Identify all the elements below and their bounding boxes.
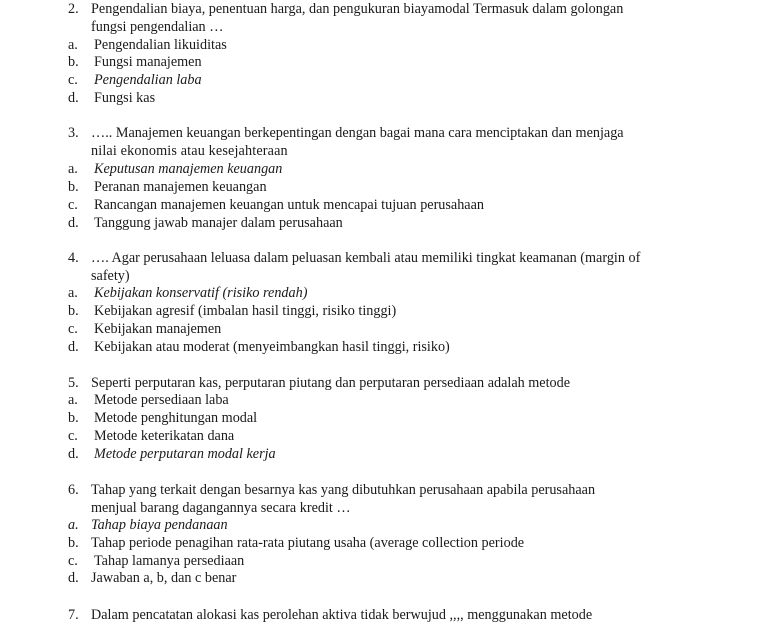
question-text-line bbox=[0, 267, 768, 285]
option-letter: c. bbox=[68, 428, 78, 444]
option-text: Fungsi manajemen bbox=[94, 54, 202, 70]
option-c bbox=[0, 71, 768, 89]
question-text-line bbox=[0, 18, 768, 36]
option-a bbox=[0, 516, 768, 534]
option-text: Metode perputaran modal kerja bbox=[94, 446, 276, 462]
option-b bbox=[0, 178, 768, 196]
question-text: …. Agar perusahaan leluasa dalam peluasan kembali atau memiliki tingkat keamanan (margin of bbox=[91, 250, 641, 266]
option-letter: a. bbox=[68, 161, 78, 177]
option-b bbox=[0, 302, 768, 320]
option-letter: c. bbox=[68, 553, 78, 569]
option-text: Pengendalian likuiditas bbox=[94, 37, 227, 53]
option-text: Keputusan manajemen keuangan bbox=[94, 161, 283, 177]
question-2 bbox=[0, 0, 768, 18]
option-b bbox=[0, 53, 768, 71]
question-text: Dalam pencatatan alokasi kas perolehan aktiva tidak berwujud ,,,, menggunakan metode bbox=[91, 607, 593, 623]
option-text: Tahap periode penagihan rata-rata piutang usaha (average collection periode bbox=[91, 535, 525, 551]
option-letter: b. bbox=[68, 179, 79, 195]
option-text: Pengendalian laba bbox=[94, 72, 202, 88]
question-number: 4. bbox=[68, 250, 79, 266]
option-b bbox=[0, 409, 768, 427]
option-letter: d. bbox=[68, 446, 79, 462]
option-d bbox=[0, 338, 768, 356]
question-text: nilai ekonomis atau kesejahteraan bbox=[91, 143, 288, 159]
option-letter: d. bbox=[68, 215, 79, 231]
option-d bbox=[0, 569, 768, 587]
option-text: Tahap biaya pendanaan bbox=[91, 517, 228, 533]
option-c bbox=[0, 320, 768, 338]
option-text: Tanggung jawab manajer dalam perusahaan bbox=[94, 215, 343, 231]
option-letter: b. bbox=[68, 535, 79, 551]
question-text: ….. Manajemen keuangan berkepentingan dengan bagai mana cara menciptakan dan menjaga bbox=[91, 125, 624, 141]
option-text: Kebijakan manajemen bbox=[94, 321, 222, 337]
option-c bbox=[0, 552, 768, 570]
question-number: 7. bbox=[68, 607, 79, 623]
option-text: Rancangan manajemen keuangan untuk mencapai tujuan perusahaan bbox=[94, 197, 484, 213]
option-letter: d. bbox=[68, 90, 79, 106]
option-letter: b. bbox=[68, 410, 79, 426]
question-7 bbox=[0, 606, 768, 624]
question-number: 2. bbox=[68, 1, 79, 17]
option-d bbox=[0, 445, 768, 463]
question-text: fungsi pengendalian … bbox=[91, 19, 224, 35]
question-text: menjual barang dagangannya secara kredit … bbox=[91, 500, 351, 516]
question-5 bbox=[0, 374, 768, 392]
option-a bbox=[0, 36, 768, 54]
question-text: Pengendalian biaya, penentuan harga, dan pengukuran biayamodal Termasuk dalam golongan bbox=[91, 1, 624, 17]
question-3 bbox=[0, 124, 768, 142]
question-number: 6. bbox=[68, 482, 79, 498]
option-d bbox=[0, 214, 768, 232]
question-text-line bbox=[0, 142, 768, 160]
option-a bbox=[0, 160, 768, 178]
question-text-line bbox=[0, 499, 768, 517]
option-letter: a. bbox=[68, 285, 78, 301]
option-text: Tahap lamanya persediaan bbox=[94, 553, 245, 569]
option-a bbox=[0, 391, 768, 409]
option-a bbox=[0, 284, 768, 302]
question-number: 3. bbox=[68, 125, 79, 141]
option-text: Peranan manajemen keuangan bbox=[94, 179, 267, 195]
option-c bbox=[0, 196, 768, 214]
option-letter: a. bbox=[68, 517, 79, 533]
option-letter: c. bbox=[68, 72, 78, 88]
option-text: Metode keterikatan dana bbox=[94, 428, 235, 444]
option-letter: a. bbox=[68, 392, 78, 408]
option-b bbox=[0, 534, 768, 552]
option-text: Metode penghitungan modal bbox=[94, 410, 258, 426]
option-letter: c. bbox=[68, 197, 78, 213]
option-d bbox=[0, 89, 768, 107]
option-text: Kebijakan konservatif (risiko rendah) bbox=[94, 285, 308, 301]
question-text: Tahap yang terkait dengan besarnya kas yang dibutuhkan perusahaan apabila perusahaan bbox=[91, 482, 596, 498]
option-text: Jawaban a, b, dan c benar bbox=[91, 570, 237, 586]
option-letter: d. bbox=[68, 570, 79, 586]
option-letter: d. bbox=[68, 339, 79, 355]
question-6 bbox=[0, 481, 768, 499]
option-letter: c. bbox=[68, 321, 78, 337]
option-letter: a. bbox=[68, 37, 78, 53]
option-c bbox=[0, 427, 768, 445]
option-letter: b. bbox=[68, 54, 79, 70]
option-text: Fungsi kas bbox=[94, 90, 156, 106]
question-text: safety) bbox=[91, 268, 130, 284]
option-text: Metode persediaan laba bbox=[94, 392, 229, 408]
option-text: Kebijakan agresif (imbalan hasil tinggi, risiko tinggi) bbox=[94, 303, 397, 319]
question-number: 5. bbox=[68, 375, 79, 391]
option-text: Kebijakan atau moderat (menyeimbangkan hasil tinggi, risiko) bbox=[94, 339, 450, 355]
option-letter: b. bbox=[68, 303, 79, 319]
question-text: Seperti perputaran kas, perputaran piutang dan perputaran persediaan adalah metode bbox=[91, 375, 571, 391]
question-4 bbox=[0, 249, 768, 267]
